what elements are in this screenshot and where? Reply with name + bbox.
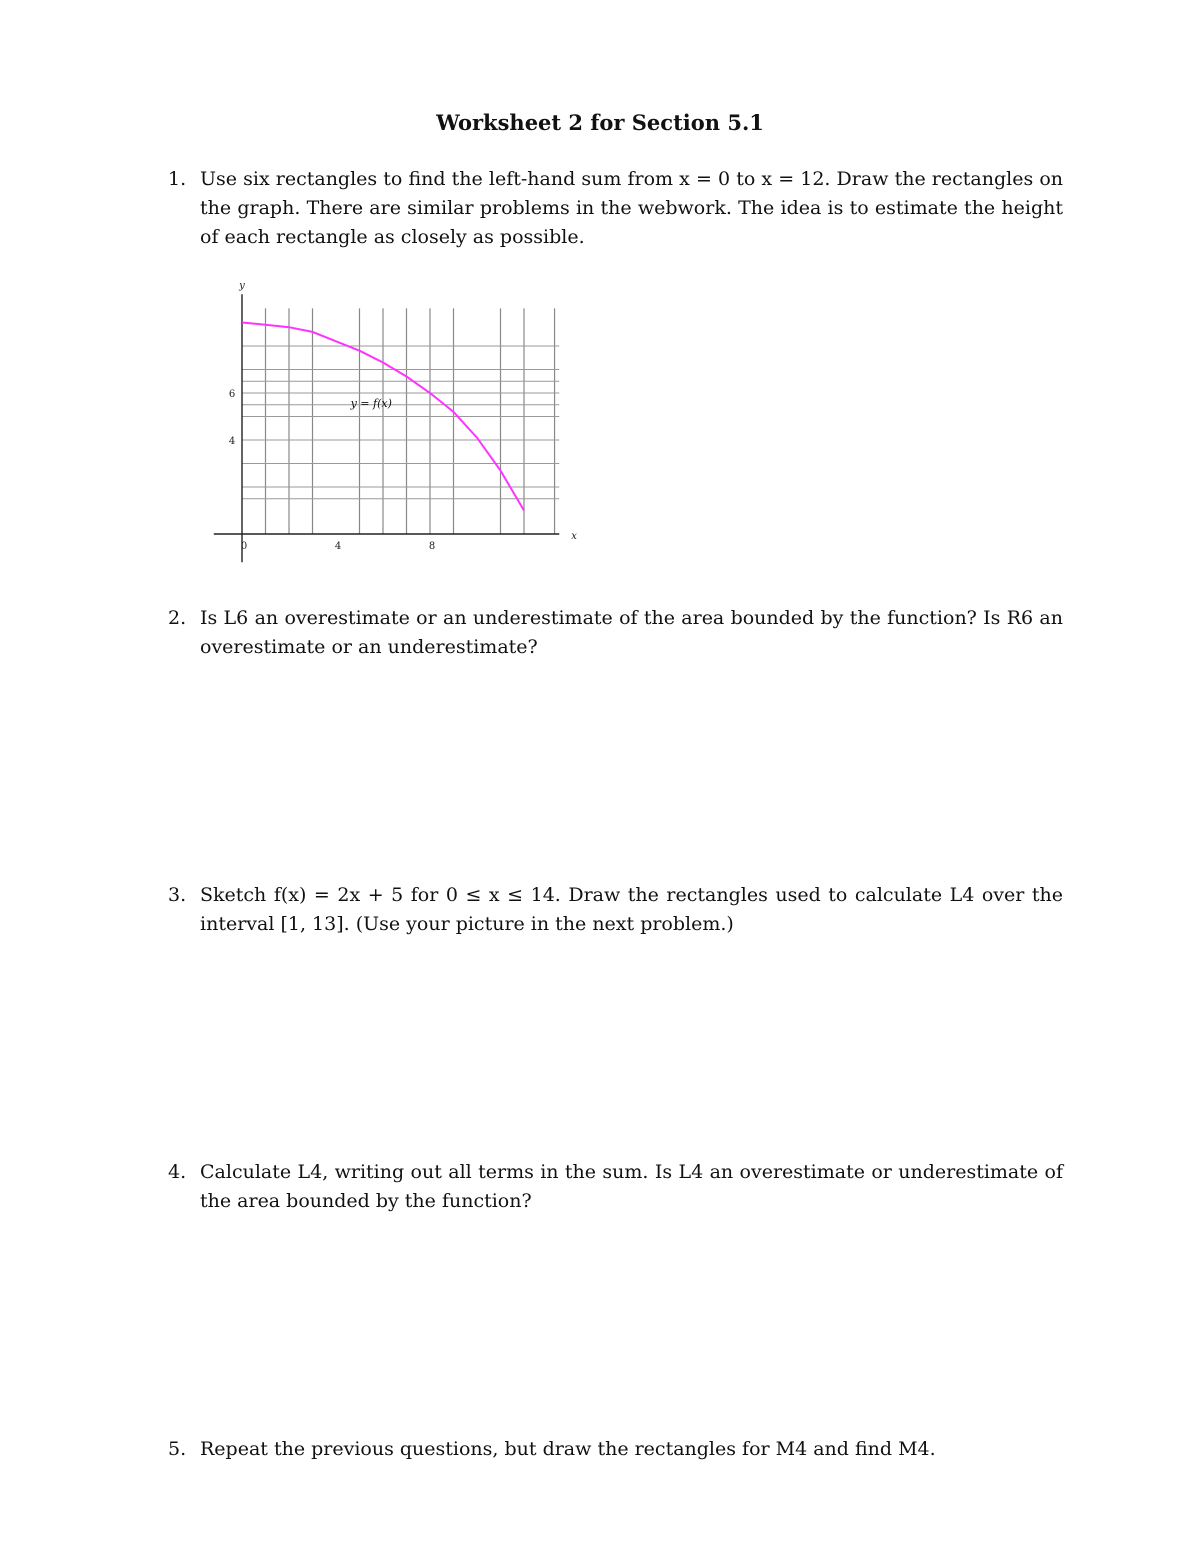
question-2 (168, 604, 1063, 662)
curve-label: y = f(x) (350, 397, 392, 411)
question-text: Calculate L4, writing out all terms in the sum. Is L4 an overestimate or underestimate of the area bounded by the function? (200, 1161, 1063, 1212)
question-number: 1. (168, 168, 187, 190)
question-number: 3. (168, 884, 187, 906)
worksheet-title: Worksheet 2 for Section 5.1 (436, 110, 764, 135)
question-text: Repeat the previous questions, but draw the rectangles for M4 and find M4. (200, 1438, 936, 1460)
question-text: Use six rectangles to find the left-hand sum from x = 0 to x = 12. Draw the rectangles on the graph. There are similar problems in the webwork. The idea is to estimate the height of each rectangle as closely as possible. (200, 168, 1063, 248)
x-tick-label: 4 (334, 541, 342, 552)
x-axis-label: x (571, 531, 577, 542)
graph-svg (200, 262, 590, 572)
question-1 (168, 165, 1063, 252)
question-3 (168, 881, 1063, 939)
y-tick-label: 6 (228, 389, 236, 400)
x-tick-label: 8 (428, 541, 436, 552)
y-tick-label: 4 (228, 436, 236, 447)
question-5 (168, 1435, 1063, 1464)
question-4 (168, 1158, 1063, 1216)
function-graph (200, 262, 590, 572)
x-tick-label: 0 (240, 541, 248, 552)
y-axis-label: y (239, 280, 245, 292)
question-text: Is L6 an overestimate or an underestimate of the area bounded by the function? Is R6 an overestimate or an underestimate? (200, 607, 1063, 658)
question-text: Sketch f(x) = 2x + 5 for 0 ≤ x ≤ 14. Draw the rectangles used to calculate L4 over the interval [1, 13]. (Use your picture in the next problem.) (200, 884, 1063, 935)
question-number: 4. (168, 1161, 187, 1183)
question-number: 5. (168, 1438, 187, 1460)
question-number: 2. (168, 607, 187, 629)
